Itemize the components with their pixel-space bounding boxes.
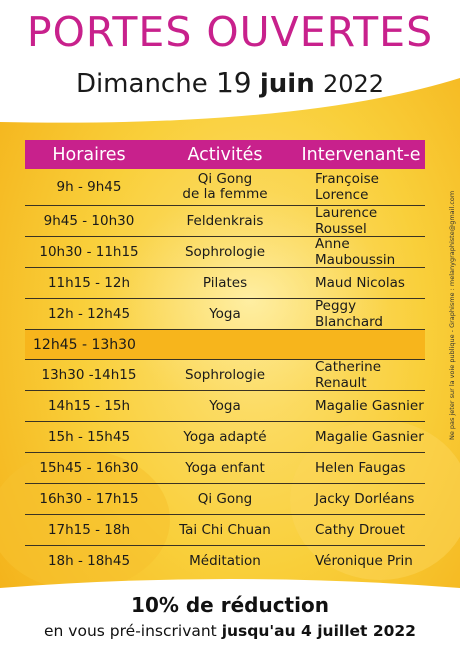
row-speaker: Anne Mauboussin: [315, 235, 396, 268]
row-speaker: Jacky Dorléans: [315, 490, 415, 507]
row-activity: Sophrologie: [184, 243, 266, 260]
discount-headline: 10% de réduction: [131, 593, 329, 617]
header-intervenant: Intervenant-e: [301, 144, 421, 165]
row-time: 9h45 - 10h30: [43, 212, 135, 229]
row-time: 18h - 18h45: [47, 553, 131, 570]
row-activity: Yoga: [209, 398, 241, 415]
header-activites: Activités: [187, 144, 263, 165]
row-speaker: Magalie Gasnier: [315, 398, 424, 415]
row-speaker: Magalie Gasnier: [315, 429, 424, 446]
row-speaker: Françoise Lorence: [315, 171, 379, 203]
row-time: 17h15 - 18h: [47, 521, 131, 538]
row-activity: Méditation: [189, 553, 261, 570]
schedule-header-row: [25, 140, 425, 169]
row-activity: Yoga: [209, 305, 241, 322]
row-activity-line2: de la femme: [182, 186, 268, 202]
row-activity: Qi Gong: [197, 490, 253, 507]
date-year: 2022: [322, 70, 385, 98]
row-speaker: Cathy Drouet: [315, 521, 405, 538]
row-activity: [153, 172, 297, 202]
table-row: [25, 360, 425, 391]
date-weekday: Dimanche: [75, 69, 208, 99]
page-title: PORTES OUVERTES: [26, 8, 434, 56]
row-time: 9h - 9h45: [56, 179, 122, 195]
row-time: 15h - 15h45: [47, 429, 131, 446]
row-time: 16h30 - 17h15: [39, 490, 139, 507]
row-time: 12h45 - 13h30: [33, 336, 136, 353]
row-time: 12h - 12h45: [47, 305, 131, 322]
row-time: 10h30 - 11h15: [39, 243, 139, 260]
row-speaker: Catherine Renault: [315, 359, 382, 392]
discount-details-prefix: en vous pré-inscrivant: [44, 622, 222, 640]
header-horaires: Horaires: [52, 144, 126, 165]
row-time: 15h45 - 16h30: [39, 460, 139, 477]
table-row: [25, 484, 425, 515]
table-row-break: [25, 330, 425, 361]
discount-details: [0, 622, 460, 640]
row-speaker: Laurence Roussel: [315, 204, 378, 237]
schedule-table: [25, 140, 425, 577]
date-month: juin: [259, 69, 315, 99]
event-date: [0, 66, 460, 99]
row-time: 11h15 - 12h: [47, 274, 131, 291]
table-row: [25, 422, 425, 453]
row-activity: Tai Chi Chuan: [179, 521, 271, 538]
table-row: [25, 546, 425, 577]
row-speaker: Véronique Prin: [315, 553, 413, 570]
row-activity: Pilates: [202, 274, 248, 291]
table-row: [25, 299, 425, 330]
row-time: 14h15 - 15h: [47, 398, 131, 415]
row-speaker: Maud Nicolas: [315, 274, 405, 291]
table-row: [25, 268, 425, 299]
legal-credit-note: Ne pas jeter sur la voie publique - Graphisme : melanygraphiste@gmail.com: [448, 190, 456, 440]
row-activity: Yoga enfant: [185, 460, 265, 477]
discount-deadline: jusqu'au 4 juillet 2022: [221, 622, 416, 640]
date-day: 19: [215, 66, 252, 99]
table-row: [25, 391, 425, 422]
table-row: [25, 453, 425, 484]
table-row: [25, 515, 425, 546]
row-activity: Sophrologie: [184, 367, 266, 384]
row-activity-line1: Qi Gong: [197, 171, 253, 188]
table-row: [25, 169, 425, 206]
table-row: [25, 206, 425, 237]
row-activity: Yoga adapté: [183, 429, 267, 446]
row-activity: Feldenkrais: [186, 212, 264, 229]
row-speaker: Helen Faugas: [315, 460, 406, 477]
row-speaker: Peggy Blanchard: [315, 297, 383, 330]
table-row: [25, 237, 425, 268]
row-time: 13h30 -14h15: [41, 367, 137, 384]
